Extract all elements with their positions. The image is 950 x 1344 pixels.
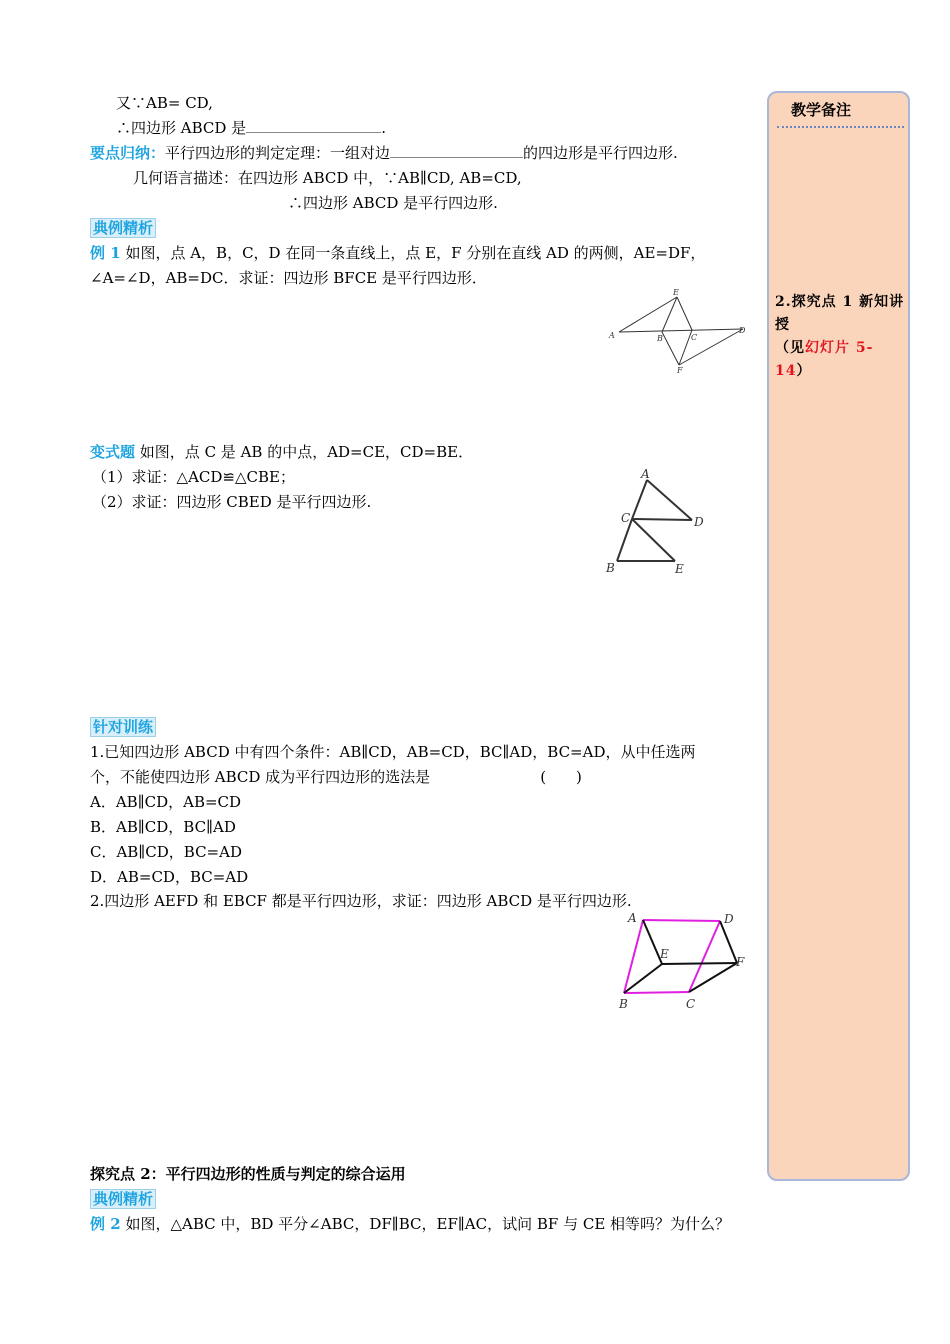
geo-description: 几何语言描述：在四边形 ABCD 中，∵AB∥CD, AB=CD, bbox=[133, 169, 522, 187]
fig2-label-e: E bbox=[675, 562, 684, 576]
note-fragment: ） bbox=[796, 363, 812, 379]
option-b[interactable]: B．AB∥CD，BC∥AD bbox=[90, 818, 236, 836]
answer-blank[interactable] bbox=[390, 157, 523, 158]
section-tag bbox=[90, 717, 156, 736]
panel-title: 教学备注 bbox=[791, 101, 852, 119]
option-d[interactable]: D．AB=CD，BC=AD bbox=[90, 868, 249, 886]
summary-line bbox=[90, 142, 678, 164]
section-tag bbox=[90, 218, 156, 237]
fig1-label-a: A bbox=[609, 331, 615, 340]
slide-reference: 幻灯片 5-14 bbox=[775, 340, 874, 379]
note-fragment: （见 bbox=[775, 340, 805, 356]
text-line: 又∵AB= CD, bbox=[116, 94, 213, 112]
section-tag bbox=[90, 1189, 156, 1208]
text-fragment: 个，不能使四边形 ABCD 成为平行四边形的选法是 bbox=[90, 768, 431, 786]
fig3-label-a: A bbox=[628, 911, 637, 925]
figure-1 bbox=[605, 285, 755, 375]
fig1-label-e: E bbox=[673, 288, 679, 297]
divider bbox=[777, 126, 904, 128]
example1-line bbox=[90, 242, 705, 264]
fig2-label-d: D bbox=[694, 515, 704, 529]
example-label: 例 2 bbox=[90, 1215, 121, 1233]
text-fragment: 的四边形是平行四边形. bbox=[523, 144, 678, 162]
fig3-label-d: D bbox=[724, 912, 734, 926]
text-fragment: ∴四边形 ABCD 是 bbox=[116, 119, 247, 137]
text-line bbox=[116, 117, 386, 139]
tag-label: 典例精析 bbox=[90, 1189, 156, 1209]
fig3-label-f: F bbox=[736, 955, 745, 969]
text-fragment: 如图，点 C 是 AB 的中点，AD=CE，CD=BE． bbox=[139, 443, 474, 461]
question-2-line: 2.四边形 AEFD 和 EBCF 都是平行四边形，求证：四边形 ABCD 是平行四边形. bbox=[90, 892, 632, 910]
explore-heading: 探究点 2：平行四边形的性质与判定的综合运用 bbox=[90, 1165, 406, 1183]
summary-label: 要点归纳： bbox=[90, 144, 166, 162]
option-a[interactable]: A．AB∥CD，AB=CD bbox=[90, 793, 242, 811]
fig1-label-f: F bbox=[677, 366, 683, 375]
question-1-line bbox=[90, 766, 582, 788]
note-line: 2.探究点 1 新知讲授 bbox=[775, 294, 905, 333]
fig2-label-c: C bbox=[621, 511, 631, 525]
example1-line: ∠A=∠D，AB=DC．求证：四边形 BFCE 是平行四边形． bbox=[90, 269, 487, 287]
tag-label: 典例精析 bbox=[90, 218, 156, 238]
fig3-label-e: E bbox=[660, 947, 669, 961]
tag-label: 针对训练 bbox=[90, 717, 156, 737]
option-c[interactable]: C．AB∥CD，BC=AD bbox=[90, 843, 242, 861]
fig1-label-d: D bbox=[739, 326, 746, 335]
figure-3 bbox=[610, 906, 750, 1016]
example2-line bbox=[90, 1213, 730, 1235]
question-1-line: 1.已知四边形 ABCD 中有四个条件：AB∥CD，AB=CD，BC∥AD，BC=AD，从中任选两 bbox=[90, 743, 696, 761]
note-line bbox=[775, 337, 905, 383]
text-fragment: 如图，点 A，B，C，D 在同一条直线上，点 E，F 分别在直线 AD 的两侧，AE=DF， bbox=[125, 244, 706, 262]
text-fragment: 平行四边形的判定定理：一组对边 bbox=[165, 144, 391, 162]
fig2-label-b: B bbox=[606, 561, 615, 575]
variant-part-2: （2）求证：四边形 CBED 是平行四边形. bbox=[92, 493, 372, 511]
example-label: 例 1 bbox=[90, 244, 121, 262]
fig1-label-c: C bbox=[691, 333, 698, 342]
teaching-note bbox=[775, 291, 905, 383]
text-fragment: . bbox=[381, 119, 386, 137]
answer-paren[interactable]: ( ) bbox=[540, 768, 582, 786]
fig2-label-a: A bbox=[641, 467, 650, 481]
figure-2 bbox=[600, 462, 715, 582]
geo-conclusion: ∴四边形 ABCD 是平行四边形. bbox=[288, 194, 498, 212]
text-fragment: 如图，△ABC 中，BD 平分∠ABC，DF∥BC，EF∥AC，试问 BF 与 CE 相等吗？为什么？ bbox=[125, 1215, 731, 1233]
fig1-label-b: B bbox=[657, 334, 663, 343]
variant-line bbox=[90, 441, 473, 463]
fig3-label-b: B bbox=[619, 997, 628, 1011]
answer-blank[interactable] bbox=[246, 132, 381, 133]
variant-part-1: （1）求证：△ACD≌△CBE； bbox=[92, 468, 295, 486]
teaching-notes-panel bbox=[767, 91, 910, 1181]
variant-label: 变式题 bbox=[90, 443, 136, 461]
fig3-label-c: C bbox=[686, 997, 696, 1011]
